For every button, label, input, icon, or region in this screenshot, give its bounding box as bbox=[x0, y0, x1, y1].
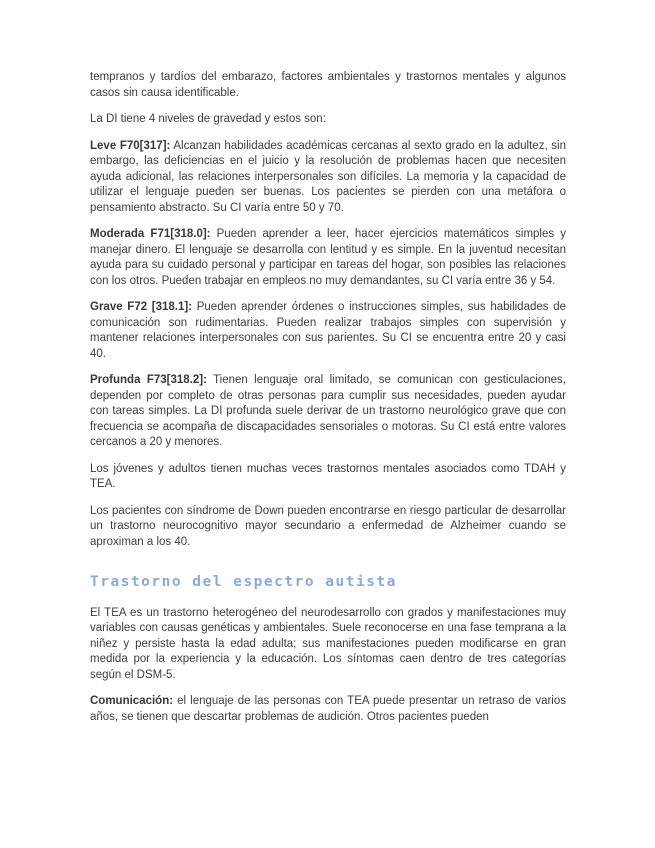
level-text: Alcanzan habilidades académicas cercanas al sexto grado en la adultez, sin embargo, las deficiencias en el juicio y la resolución de problemas hacen que necesiten ayuda adicional, las relaciones interpersonales son difíciles. La memoria y la capacidad de utilizar el lenguaje pueden ser buenas. Los pacientes se pierden con una metáfora o pensamiento abstracto. Su CI varía entre 50 y 70. bbox=[90, 139, 566, 214]
paragraph-text: Los pacientes con síndrome de Down pueden encontrarse en riesgo particular de desarrollar un trastorno neurocognitivo mayor secundario a enfermedad de Alzheimer cuando se aproximan a los 40. bbox=[90, 504, 566, 548]
section-heading-tea: Trastorno del espectro autista bbox=[90, 574, 397, 590]
paragraph-level-leve bbox=[90, 139, 566, 217]
level-text: Tienen lenguaje oral limitado, se comunican con gesticulaciones, dependen por completo de otras personas para cumplir sus necesidades, pueden ayudar con tareas simples. La DI profunda suele derivar de un trastorno neurológico grave que con frecuencia se acompaña de discapacidades sensoriales o motoras. Su CI está entre valores cercanos a 20 y menores. bbox=[90, 374, 566, 448]
paragraph-text: La DI tiene 4 niveles de gravedad y estos son: bbox=[90, 113, 326, 125]
document-body bbox=[90, 70, 566, 736]
paragraph-level-grave bbox=[90, 300, 566, 362]
paragraph-levels-intro bbox=[90, 112, 566, 128]
paragraph-communication bbox=[90, 694, 566, 725]
level-text: Pueden aprender órdenes o instrucciones simples, sus habilidades de comunicación son rudimentarias. Pueden realizar trabajos simples con supervisión y mantener relaciones interpersonales con sus parientes. Su CI se encuentra entre 20 y casi 40. bbox=[90, 301, 566, 360]
paragraph-text: Los jóvenes y adultos tienen muchas veces trastornos mentales asociados como TDAH y TEA. bbox=[90, 462, 566, 490]
paragraph-intro bbox=[90, 70, 566, 101]
level-label: Profunda F73[318.2]: bbox=[90, 374, 207, 386]
paragraph-text: tempranos y tardíos del embarazo, factores ambientales y trastornos mentales y algunos casos sin causa identificable. bbox=[90, 71, 566, 99]
paragraph-down bbox=[90, 504, 566, 551]
level-label: Grave F72 [318.1]: bbox=[90, 301, 193, 313]
paragraph-tdah bbox=[90, 462, 566, 493]
paragraph-tea bbox=[90, 606, 566, 684]
level-text: Pueden aprender a leer, hacer ejercicios matemáticos simples y manejar dinero. El lenguaje se desarrolla con lentitud y es simple. En la juventud necesitan ayuda para su cuidado personal y participar en tareas del hogar, son posibles las relaciones con los otros. Pueden trabajar en empleos no muy demandantes, su CI varía entre 36 y 54. bbox=[90, 228, 566, 287]
paragraph-text: El TEA es un trastorno heterogéneo del neurodesarrollo con grados y manifestaciones muy variables con causas genéticas y ambientales. Suele reconocerse en una fase temprana a la niñez y persiste hasta la edad adulta; sus manifestaciones pueden modificarse en gran medida por la experiencia y la educación. Los síntomas caen dentro de tres categorías según el DSM-5. bbox=[90, 606, 566, 681]
paragraph-level-moderada bbox=[90, 227, 566, 289]
level-label: Leve F70[317]: bbox=[90, 139, 171, 152]
level-label: Moderada F71[318.0]: bbox=[90, 228, 211, 240]
paragraph-level-profunda bbox=[90, 373, 566, 451]
communication-text: el lenguaje de las personas con TEA puede presentar un retraso de varios años, se tienen que descartar problemas de audición. Otros pacientes pueden bbox=[90, 695, 566, 723]
communication-label: Comunicación: bbox=[90, 695, 174, 707]
